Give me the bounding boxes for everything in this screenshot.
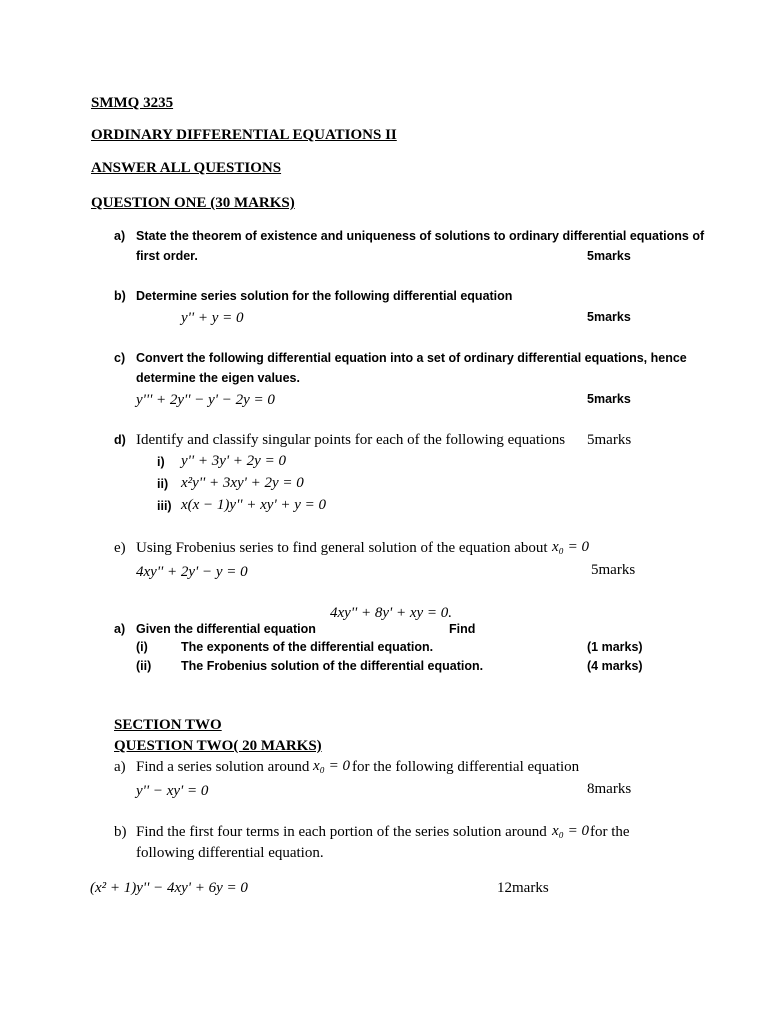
q1b-label: b) [114,289,126,303]
q1e-text: Using Frobenius series to find general solution of the equation about [136,540,548,556]
q1e-marks: 5marks [591,562,636,578]
q2b-marks: 12marks [497,880,549,896]
question-two-title: QUESTION TWO( 20 MARKS) [114,738,322,754]
question-one-title: QUESTION ONE (30 MARKS) [91,195,295,211]
q1d-text: Identify and classify singular points for each of the following equations [136,432,566,448]
q1d-item-i-num: i) [157,455,165,469]
q1f-item-ii-text: The Frobenius solution of the differential equation. [181,659,484,673]
q1d-item-iii-num: iii) [157,499,172,513]
q1b-equation: y'' + y = 0 [181,310,244,326]
q2b-text-line2: following differential equation. [136,845,324,861]
q1f-find: Find [449,622,476,636]
q1f-item-i-num: (i) [136,640,148,654]
q2a-equation: y'' − xy' = 0 [136,783,209,799]
q2a-point: x₀ = 0 [313,758,350,774]
q1d-label: d) [114,433,126,447]
q1a-marks: 5marks [587,249,631,263]
q1e-label: e) [114,540,126,556]
q2b-equation: (x² + 1)y'' − 4xy' + 6y = 0 [90,880,248,896]
q1f-item-ii-num: (ii) [136,659,152,673]
q1f-item-i-marks: (1 marks) [587,640,643,654]
q2a-text-before: Find a series solution around [136,759,310,775]
q1c-equation: y''' + 2y'' − y' − 2y = 0 [136,392,275,408]
q1a-label: a) [114,229,126,243]
q1e-point: x₀ = 0 [552,539,589,555]
q2b-point: x₀ = 0 [552,823,589,839]
q1f-label: a) [114,622,126,636]
q1f-item-i-text: The exponents of the differential equation. [181,640,434,654]
q1d-item-iii-eq: x(x − 1)y'' + xy' + y = 0 [181,497,327,513]
q1d-item-i-eq: y'' + 3y' + 2y = 0 [181,453,286,469]
q2b-label: b) [114,824,127,840]
q2a-marks: 8marks [587,781,632,797]
q1a-text-line2: first order. [136,249,198,263]
q1a-text-line1: State the theorem of existence and uniqueness of solutions to ordinary differential equations of [136,229,705,243]
q2b-text-before: Find the first four terms in each portion of the series solution around [136,824,547,840]
q1c-label: c) [114,351,126,365]
q1f-equation: 4xy'' + 8y' + xy = 0. [330,605,453,621]
q2b-text-after: for the [590,824,630,840]
q1c-text-line1: Convert the following differential equation into a set of ordinary differential equations, hence [136,351,687,365]
course-code: SMMQ 3235 [91,95,174,111]
q1f-item-ii-marks: (4 marks) [587,659,643,673]
q1b-marks: 5marks [587,310,631,324]
q2a-text-after: for the following differential equation [352,759,580,775]
q2a-label: a) [114,759,126,775]
q1b-text: Determine series solution for the following differential equation [136,289,513,303]
q1f-text: Given the differential equation [136,622,316,636]
q1d-item-ii-eq: x²y'' + 3xy' + 2y = 0 [181,475,304,491]
q1d-marks: 5marks [587,432,632,448]
q1d-item-ii-num: ii) [157,477,169,491]
q1e-equation: 4xy'' + 2y' − y = 0 [136,564,248,580]
q1c-text-line2: determine the eigen values. [136,371,300,385]
q1c-marks: 5marks [587,392,631,406]
section-two-title: SECTION TWO [114,717,222,733]
instruction: ANSWER ALL QUESTIONS [91,160,282,176]
course-title: ORDINARY DIFFERENTIAL EQUATIONS II [91,127,397,143]
